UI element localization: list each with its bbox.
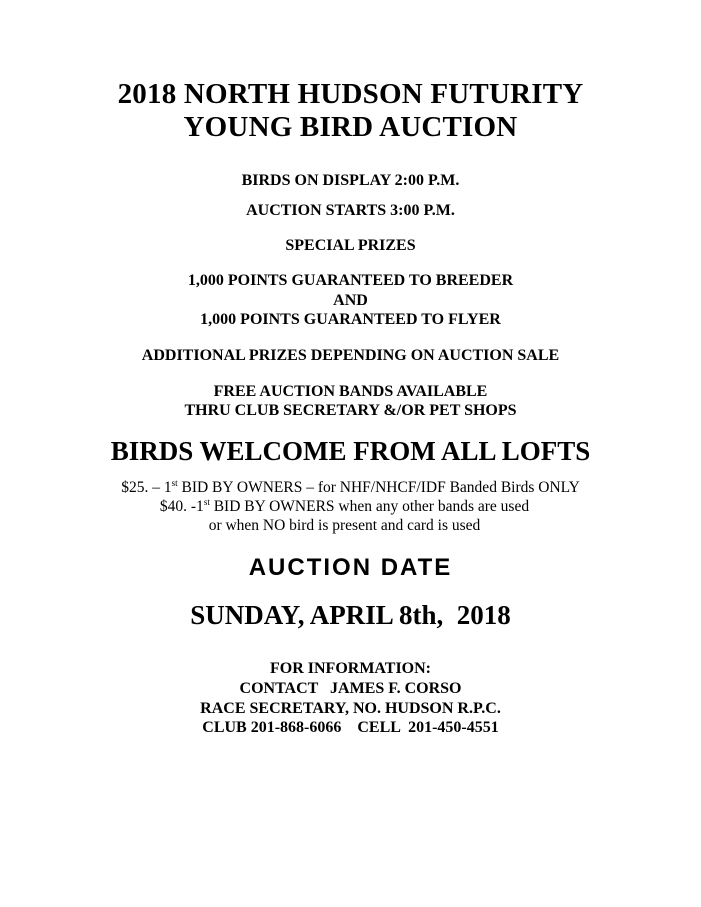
info-heading: FOR INFORMATION:: [269, 660, 432, 677]
auction-date: SUNDAY, APRIL 8th, 2018: [190, 600, 511, 630]
contact-name: CONTACT JAMES F. CORSO: [239, 680, 462, 697]
additional-prizes: ADDITIONAL PRIZES DEPENDING ON AUCTION SALE: [141, 347, 560, 364]
birds-welcome: BIRDS WELCOME FROM ALL LOFTS: [110, 436, 591, 466]
special-prizes-heading: SPECIAL PRIZES: [285, 237, 416, 254]
bid1-suffix: BID BY OWNERS – for NHF/NHCF/IDF Banded Birds ONLY: [177, 479, 580, 496]
bid2-prefix: $40. -1: [159, 498, 204, 515]
display-time: BIRDS ON DISPLAY 2:00 P.M.: [241, 172, 460, 189]
bands-line-2: THRU CLUB SECRETARY &/OR PET SHOPS: [184, 402, 517, 419]
bid2-suffix: BID BY OWNERS when any other bands are used: [209, 498, 530, 515]
prize-and: AND: [333, 292, 368, 309]
bid-line-3: or when NO bird is present and card is used: [208, 517, 481, 534]
bands-line-1: FREE AUCTION BANDS AVAILABLE: [213, 383, 488, 400]
contact-role: RACE SECRETARY, NO. HUDSON R.P.C.: [200, 700, 501, 717]
auction-start-time: AUCTION STARTS 3:00 P.M.: [246, 202, 455, 219]
auction-date-heading: AUCTION DATE: [248, 554, 453, 581]
title-line-2: YOUNG BIRD AUCTION: [183, 111, 518, 143]
bid-line-2: [0, 498, 695, 516]
title-line-1: 2018 NORTH HUDSON FUTURITY: [117, 78, 584, 110]
bid1-ordinal: st: [171, 477, 178, 488]
bid2-ordinal: st: [203, 496, 210, 507]
breeder-prize: 1,000 POINTS GUARANTEED TO BREEDER: [187, 272, 514, 289]
flyer-prize: 1,000 POINTS GUARANTEED TO FLYER: [200, 311, 501, 328]
contact-phones: CLUB 201-868-6066 CELL 201-450-4551: [202, 719, 499, 736]
bid1-prefix: $25. – 1: [121, 479, 172, 496]
bid-line-1: [0, 479, 701, 497]
